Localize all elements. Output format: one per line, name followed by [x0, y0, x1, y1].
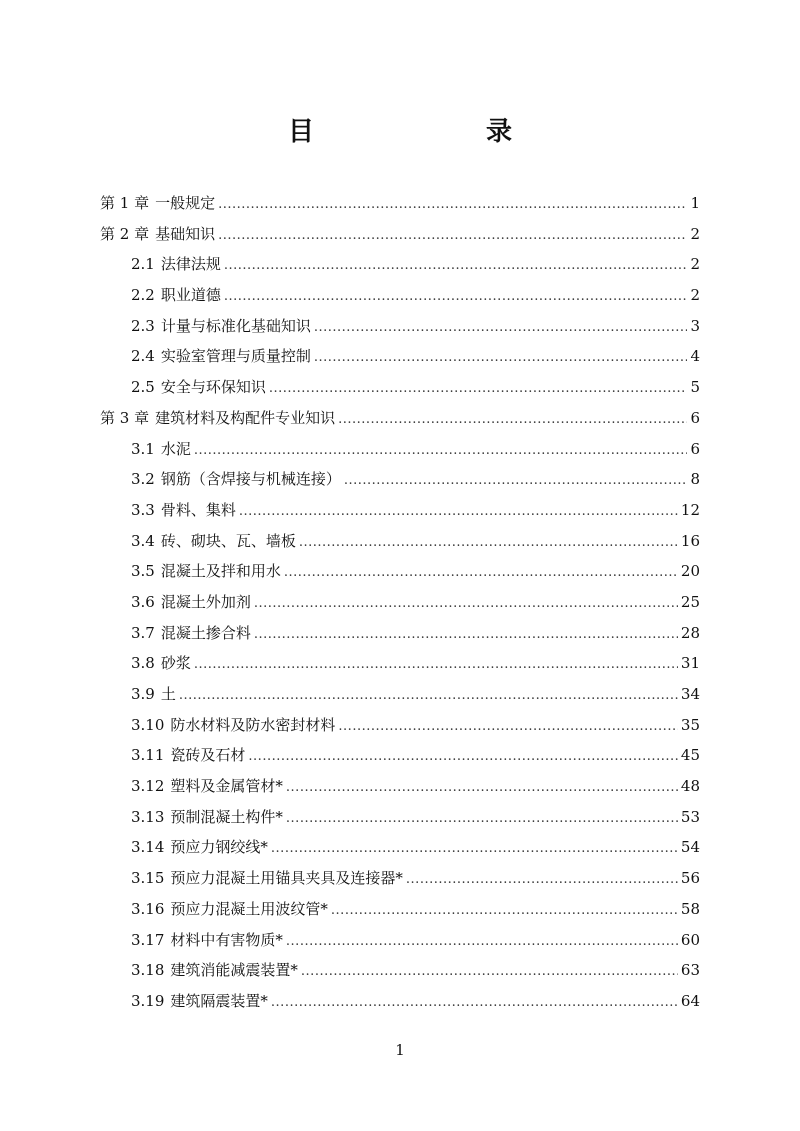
- toc-entry-page: 35: [680, 715, 700, 734]
- toc-dot-leader: [284, 558, 678, 589]
- toc-entry-page: 3: [690, 316, 700, 335]
- toc-entry[interactable]: [100, 341, 700, 372]
- toc-entry[interactable]: [100, 648, 700, 679]
- toc-entry-label: 砂浆: [160, 654, 191, 673]
- toc-entry-label: 骨料、集料: [160, 500, 236, 519]
- toc-entry-page: 64: [680, 991, 700, 1010]
- toc-entry-page: 2: [690, 224, 700, 243]
- toc-entry[interactable]: [100, 679, 700, 710]
- toc-entry-page: 48: [680, 777, 700, 796]
- toc-dot-leader: [344, 466, 688, 497]
- toc-entry-page: 60: [680, 930, 700, 949]
- toc-entry[interactable]: [100, 403, 700, 434]
- toc-entry[interactable]: [100, 495, 700, 526]
- toc-entry-label: 预应力钢绞线*: [170, 838, 268, 857]
- toc-entry[interactable]: [100, 894, 700, 925]
- toc-entry-label: 一般规定: [155, 194, 216, 212]
- toc-entry-number: 3.12: [131, 777, 165, 796]
- toc-entry-number: 3.3: [131, 500, 155, 519]
- toc-dot-leader: [301, 957, 678, 988]
- page-number: 1: [395, 1041, 405, 1059]
- toc-entry[interactable]: [100, 955, 700, 986]
- toc-entry[interactable]: [100, 219, 700, 250]
- toc-entry-number: 3.15: [131, 869, 165, 888]
- toc-dot-leader: [218, 221, 687, 252]
- toc-entry-page: 8: [690, 470, 700, 489]
- toc-dot-leader: [299, 528, 678, 559]
- toc-entry-label: 预应力混凝土用波纹管*: [170, 899, 328, 918]
- toc-entry-page: 1: [690, 194, 700, 212]
- toc-entry-label: 混凝土及拌和用水: [160, 562, 281, 581]
- toc-entry-page: 25: [680, 592, 700, 611]
- toc-entry-label: 材料中有害物质*: [170, 930, 283, 949]
- toc-entry-page: 6: [690, 439, 700, 458]
- toc-entry-page: 6: [690, 408, 700, 427]
- toc-entry-page: 34: [680, 685, 700, 703]
- toc-entry-label: 混凝土外加剂: [160, 592, 251, 611]
- toc-dot-leader: [194, 650, 678, 681]
- toc-entry-number: 3.9: [131, 685, 155, 703]
- toc-entry-label: 基础知识: [155, 224, 216, 243]
- toc-dot-leader: [271, 834, 678, 865]
- toc-entry-number: 3.11: [131, 746, 165, 765]
- toc-entry[interactable]: [100, 188, 700, 219]
- toc-dot-leader: [338, 405, 687, 436]
- toc-entry-number: 3.16: [131, 899, 165, 918]
- toc-entry-number: 3.7: [131, 623, 155, 642]
- toc-entry-label: 建筑消能减震装置*: [170, 961, 298, 980]
- toc-entry-page: 2: [690, 286, 700, 305]
- toc-entry[interactable]: [100, 587, 700, 618]
- toc-dot-leader: [271, 988, 678, 1019]
- toc-entry-number: 3.14: [131, 838, 165, 857]
- toc-dot-leader: [224, 251, 688, 282]
- toc-entry-page: 5: [690, 378, 700, 397]
- toc-dot-leader: [286, 804, 678, 835]
- toc-entry-label: 钢筋（含焊接与机械连接）: [160, 470, 341, 489]
- toc-entry-label: 塑料及金属管材*: [170, 777, 283, 796]
- toc-entry-page: 56: [680, 869, 700, 888]
- toc-entry-number: 2.2: [131, 286, 155, 305]
- toc-dot-leader: [239, 497, 678, 528]
- toc-dot-leader: [194, 436, 688, 467]
- toc-entry-label: 砖、砌块、瓦、墙板: [160, 531, 296, 550]
- toc-entry[interactable]: [100, 925, 700, 956]
- toc-entry-label: 防水材料及防水密封材料: [170, 715, 336, 734]
- toc-entry-page: 63: [680, 961, 700, 980]
- toc-entry-number: 2.1: [131, 255, 155, 274]
- toc-entry-number: 3.17: [131, 930, 165, 949]
- toc-dot-leader: [218, 190, 687, 221]
- toc-entry-number: 3.19: [131, 991, 165, 1010]
- toc-dot-leader: [254, 589, 678, 620]
- toc-entry[interactable]: [100, 832, 700, 863]
- toc-entry-page: 45: [680, 746, 700, 765]
- toc-entry-number: 3.10: [131, 715, 165, 734]
- toc-entry-number: 3.6: [131, 592, 155, 611]
- toc-entry-page: 28: [680, 623, 700, 642]
- toc-entry-number: 3.18: [131, 961, 165, 980]
- toc-entry-number: 第 1 章: [100, 194, 150, 212]
- toc-dot-leader: [314, 343, 688, 374]
- toc-entry[interactable]: [100, 280, 700, 311]
- toc-entry-label: 建筑隔震装置*: [170, 991, 268, 1010]
- toc-entry-number: 3.4: [131, 531, 155, 550]
- toc-entry-number: 2.3: [131, 316, 155, 335]
- toc-entry[interactable]: [100, 771, 700, 802]
- toc-entry-number: 3.13: [131, 807, 165, 826]
- toc-entry[interactable]: [100, 863, 700, 894]
- toc-entry-number: 2.5: [131, 378, 155, 397]
- toc-entry-label: 实验室管理与质量控制: [160, 347, 311, 366]
- toc-entry[interactable]: [100, 618, 700, 649]
- toc-entry-page: 54: [680, 838, 700, 857]
- toc-entry-page: 12: [680, 500, 700, 519]
- toc-entry-label: 预制混凝土构件*: [170, 807, 283, 826]
- toc-entry-label: 水泥: [160, 439, 191, 458]
- toc-entry-page: 20: [680, 562, 700, 581]
- toc-entry-label: 混凝土掺合料: [160, 623, 251, 642]
- toc-entry-label: 土: [160, 685, 176, 703]
- toc-dot-leader: [331, 896, 678, 927]
- toc-entry[interactable]: [100, 464, 700, 495]
- toc-entry[interactable]: [100, 526, 700, 557]
- toc-dot-leader: [286, 927, 678, 958]
- toc-dot-leader: [224, 282, 688, 313]
- toc-entry-number: 3.8: [131, 654, 155, 673]
- toc-dot-leader: [314, 313, 688, 344]
- toc-dot-leader: [254, 620, 678, 651]
- toc-dot-leader: [269, 374, 688, 405]
- table-of-contents: [100, 188, 700, 1017]
- toc-dot-leader: [286, 773, 678, 804]
- toc-entry-page: 2: [690, 255, 700, 274]
- toc-entry[interactable]: [100, 249, 700, 280]
- toc-entry[interactable]: [100, 802, 700, 833]
- toc-entry-number: 3.1: [131, 439, 155, 458]
- toc-entry-page: 4: [690, 347, 700, 366]
- toc-dot-leader: [248, 742, 677, 773]
- toc-entry[interactable]: [100, 311, 700, 342]
- page-title: 目 录: [287, 117, 552, 147]
- toc-entry-page: 31: [680, 654, 700, 673]
- toc-dot-leader: [179, 681, 678, 712]
- toc-entry-page: 58: [680, 899, 700, 918]
- toc-dot-leader: [406, 865, 678, 896]
- toc-entry-number: 3.2: [131, 470, 155, 489]
- toc-entry[interactable]: [100, 710, 700, 741]
- toc-entry[interactable]: [100, 740, 700, 771]
- toc-entry-number: 第 2 章: [100, 224, 150, 243]
- toc-entry-label: 计量与标准化基础知识: [160, 316, 311, 335]
- toc-entry-number: 3.5: [131, 562, 155, 581]
- toc-entry-label: 安全与环保知识: [160, 378, 266, 397]
- toc-entry-label: 法律法规: [160, 255, 221, 274]
- toc-entry-label: 建筑材料及构配件专业知识: [155, 408, 336, 427]
- toc-entry-page: 16: [680, 531, 700, 550]
- toc-entry-page: 53: [680, 807, 700, 826]
- toc-dot-leader: [338, 712, 677, 743]
- toc-entry-label: 瓷砖及石材: [170, 746, 246, 765]
- toc-entry[interactable]: [100, 986, 700, 1017]
- toc-entry[interactable]: [100, 556, 700, 587]
- toc-entry-number: 2.4: [131, 347, 155, 366]
- toc-entry-label: 职业道德: [160, 286, 221, 305]
- toc-entry-number: 第 3 章: [100, 408, 150, 427]
- toc-entry[interactable]: [100, 434, 700, 465]
- toc-entry-label: 预应力混凝土用锚具夹具及连接器*: [170, 869, 403, 888]
- toc-entry[interactable]: [100, 372, 700, 403]
